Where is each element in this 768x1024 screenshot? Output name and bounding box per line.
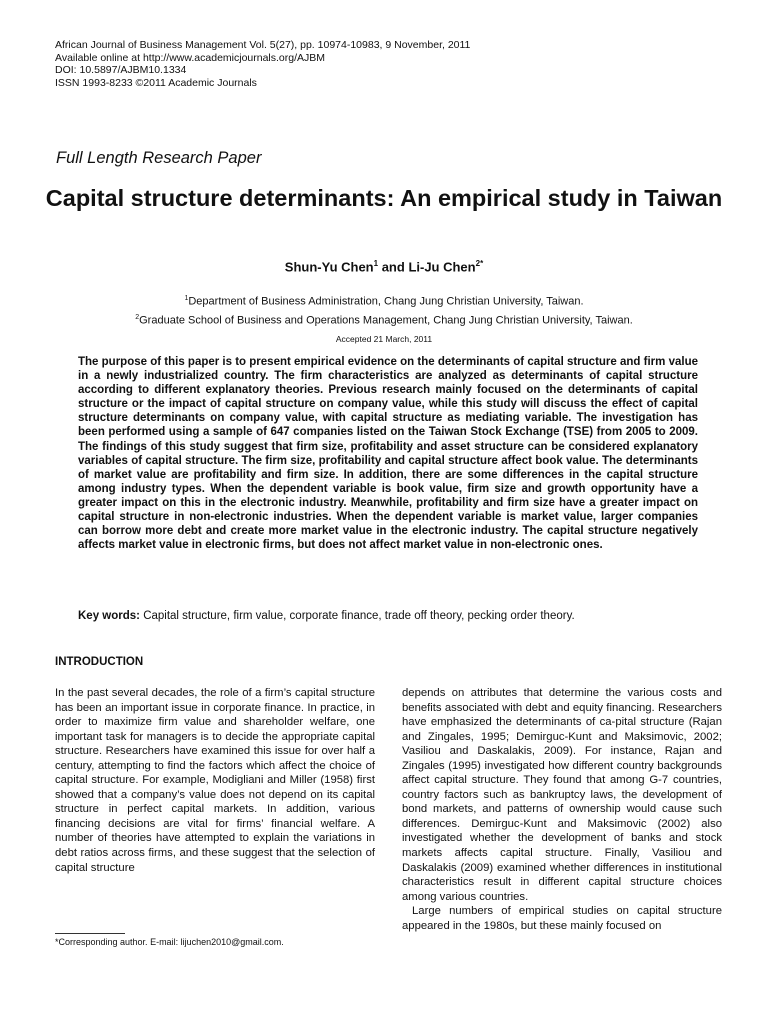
abstract: The purpose of this paper is to present empirical evidence on the determinants of capital structure and firm value in a newly industrialized country. The firm characteristics are analyzed as determinants of capital structure according to different explanatory theories. Previous research mainly focused on the determinants of capital structure or the impact of capital structure on company value, while this study will discuss the effect of capital structure determinants on company value, with capital structure as mediating variable. The investigation has been performed using a sample of 647 companies listed on the Taiwan Stock Exchange (TSE) from 2005 to 2009. The findings of this study suggest that firm size, profitability and asset structure can be considered explanatory variables of capital structure. The firm size, profitability and capital structure affect book value. The determinants of market value are profitability and firm size. In addition, there are some differences in the capital structure among industry types. When the dependent variable is book value, firm size and growth opportunity have a greater impact on this in the electronic industry. Meanwhile, profitability and firm size have a greater impact on capital structure in non-electronic industries. When the dependent variable is market value, larger companies can borrow more debt and create more market value in the electronic industry. The capital structure negatively affects market value in electronic firms, but does not affect market value in non-electronic ones. (78, 356, 698, 552)
paper-type-label: Full Length Research Paper (56, 149, 262, 167)
keywords-text: Capital structure, firm value, corporate finance, trade off theory, pecking order theory. (140, 610, 575, 622)
journal-citation: African Journal of Business Management Vol. 5(27), pp. 10974-10983, 9 November, 2011 (55, 39, 471, 51)
affiliations (40, 291, 728, 328)
intro-paragraph-1: In the past several decades, the role of a firm’s capital structure has been an important issue in corporate finance. In practice, in order to maximize firm value and shareholder welfare, one important task for managers is to decide the appropriate capital structure. Researchers have examined this issue for over half a century, attempting to find the factors which affect the choice of capital structure. For example, Modigliani and Miller (1958) first showed that a company’s value does not depend on its capital structure in perfect capital markets. In addition, various financing decisions are vital for firms’ financial welfare. A number of theories have attempted to explain the variations in debt ratios across firms, and these suggest that the selection of capital structure (55, 687, 375, 874)
paper-title: Capital structure determinants: An empirical study in Taiwan (45, 185, 723, 211)
author-2-affil-mark: 2* (475, 259, 484, 268)
author-connector: and (378, 259, 409, 275)
intro-paragraph-2: Large numbers of empirical studies on capital structure appeared in the 1980s, but these mainly focused on (402, 905, 722, 932)
footnote-rule (55, 933, 125, 934)
affiliation-2-text: Graduate School of Business and Operations Management, Chang Jung Christian University, Taiwan. (139, 314, 633, 327)
accepted-date: Accepted 21 March, 2011 (335, 334, 433, 344)
journal-header (55, 39, 470, 89)
body-column-right (402, 686, 722, 933)
body-column-left (55, 686, 375, 875)
author-line (40, 259, 728, 274)
intro-paragraph-1-continued: depends on attributes that determine the various costs and benefits associated with debt and equity financing. Researchers have emphasized the determinants of ca-pital structure (Rajan and Zingales, 1995; Demirguc-Kunt and Maksimovic, 2002; Vasiliou and Daskalakis, 2009). For instance, Rajan and Zingales (1995) investigated how different country backgrounds affect capital structure. They found that among G-7 countries, country factors such as bankruptcy laws, the development of bond markets, and patterns of ownership would cause such differences. Demirguc-Kunt and Maksimovic (2002) also investigated whether the development of banks and stock markets affects capital structure. Finally, Vasiliou and Daskalakis (2009) examined whether differences in institutional characteristics result in different capital structure choices among various countries. (402, 687, 722, 903)
issn-line: ISSN 1993-8233 ©2011 Academic Journals (55, 76, 257, 89)
affiliation-2-mark: 2 (135, 313, 140, 321)
keywords-label: Key words: (78, 610, 140, 622)
affiliation-1 (40, 291, 728, 310)
author-2-name: Li-Ju Chen (408, 259, 476, 275)
author-1-affil-mark: 1 (373, 259, 379, 268)
keywords (78, 609, 698, 623)
doi-line: DOI: 10.5897/AJBM10.1334 (55, 64, 187, 76)
affiliation-1-text: Department of Business Administration, Chang Jung Christian University, Taiwan. (188, 295, 584, 308)
journal-url-line: Available online at http://www.academicjournals.org/AJBM (55, 51, 326, 64)
author-1-name: Shun-Yu Chen (284, 259, 374, 275)
introduction-heading: INTRODUCTION (55, 656, 144, 668)
affiliation-2 (40, 310, 728, 329)
affiliation-1-mark: 1 (184, 295, 189, 302)
corresponding-author-footnote: *Corresponding author. E-mail: lijuchen2010@gmail.com. (55, 937, 284, 947)
